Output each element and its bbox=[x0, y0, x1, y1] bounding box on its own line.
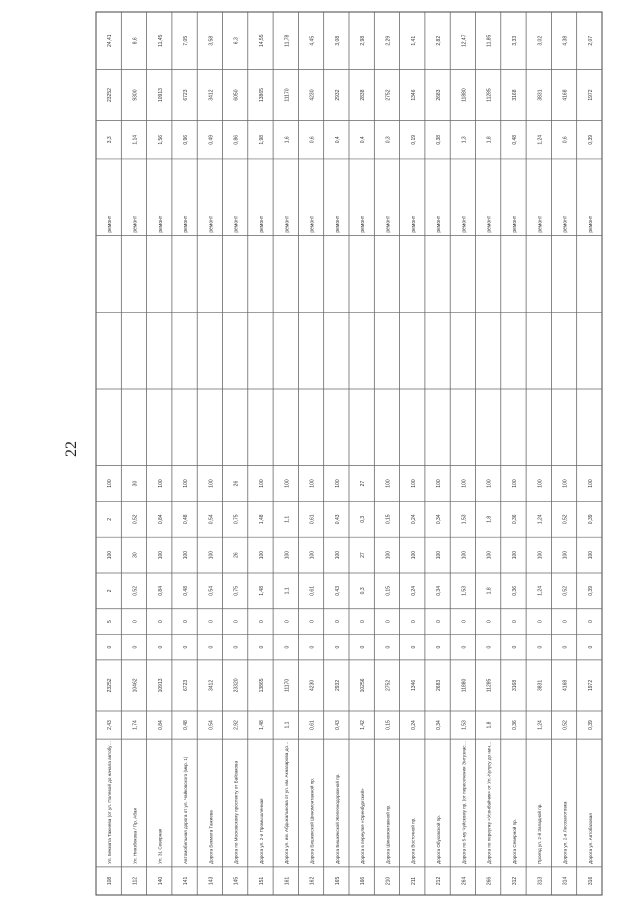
cell-c1: 0 bbox=[284, 645, 291, 649]
cell-c4: 100 bbox=[284, 550, 291, 560]
cell-tarea: 6723 bbox=[183, 89, 190, 101]
cell-c4: 100 bbox=[157, 550, 164, 560]
cell-n: 316 bbox=[587, 876, 594, 886]
cell-c3: 2 bbox=[107, 589, 114, 593]
cell-c4: 100 bbox=[562, 550, 569, 560]
cell-cost: 12,47 bbox=[461, 34, 468, 48]
cell-work: ремонт bbox=[284, 215, 291, 233]
cell-n: 313 bbox=[537, 876, 544, 886]
cell-name: Дорога Шиномонтажной пр. bbox=[385, 804, 391, 864]
cell-c6: 100 bbox=[284, 479, 291, 488]
cell-c3: 0,36 bbox=[512, 586, 519, 596]
cell-c6: 30 bbox=[132, 480, 139, 487]
cell-c5: 0,43 bbox=[334, 514, 341, 525]
cell-c5: 0,61 bbox=[309, 514, 316, 525]
cell-name: Дорога Северной пр. bbox=[511, 819, 517, 864]
cell-tarea: 9300 bbox=[132, 89, 139, 101]
cell-c1: 0 bbox=[410, 645, 417, 649]
cell-c3: 0,75 bbox=[233, 586, 240, 596]
cell-tarea: 11880 bbox=[461, 88, 468, 102]
cell-c1: 0 bbox=[309, 645, 316, 649]
cell-c4: 100 bbox=[309, 550, 316, 560]
cell-c3: 1,53 bbox=[461, 586, 468, 596]
cell-c4: 100 bbox=[107, 550, 114, 560]
cell-area: 4230 bbox=[309, 679, 316, 691]
cell-work: ремонт bbox=[385, 215, 392, 233]
cell-name: Дорога ул. 2-я Промышленная bbox=[258, 798, 264, 864]
cell-name: Автомобильная дорога от ул. Чайковского (мкр. 1) bbox=[183, 756, 189, 864]
cell-area: 1972 bbox=[587, 679, 594, 691]
cell-c4: 100 bbox=[385, 550, 392, 560]
cell-c1: 0 bbox=[132, 645, 139, 649]
cell-work: ремонт bbox=[461, 215, 468, 233]
cell-cost: 3,58 bbox=[208, 35, 215, 46]
cell-name: Дорога ул. им. Абдыкалыкова от ул. им. Акназарова до… bbox=[284, 741, 290, 864]
cell-c1: 0 bbox=[587, 645, 594, 649]
cell-c5: 0,39 bbox=[587, 514, 594, 525]
cell-n: 212 bbox=[436, 876, 443, 886]
cell-tarea: 11170 bbox=[284, 88, 291, 102]
cell-c2: 0 bbox=[309, 620, 316, 623]
cell-n: 161 bbox=[284, 876, 291, 886]
cell-c1: 0 bbox=[259, 645, 266, 649]
cell-c6: 100 bbox=[537, 479, 544, 488]
cell-area: 13865 bbox=[259, 678, 266, 693]
cell-work: ремонт bbox=[309, 215, 316, 233]
cell-c4: 100 bbox=[512, 550, 519, 560]
cell-tlen: 1,8 bbox=[486, 136, 493, 144]
cell-cost: 14,55 bbox=[259, 34, 266, 48]
cell-c3: 0,15 bbox=[385, 586, 392, 596]
cell-n: 151 bbox=[259, 876, 266, 886]
cell-cost: 3,33 bbox=[512, 35, 519, 46]
cell-c2: 0 bbox=[183, 620, 190, 623]
cell-c6: 100 bbox=[183, 479, 190, 488]
cell-c3: 0,84 bbox=[157, 586, 164, 596]
cell-c2: 0 bbox=[562, 620, 569, 623]
cell-c3: 0,52 bbox=[562, 586, 569, 596]
cell-tarea: 6050 bbox=[233, 89, 240, 101]
cell-c6: 100 bbox=[410, 479, 417, 488]
cell-cost: 4,45 bbox=[309, 35, 316, 46]
cell-c4: 100 bbox=[410, 550, 417, 560]
cell-work: ремонт bbox=[334, 215, 341, 233]
cell-c4: 30 bbox=[132, 552, 139, 558]
cell-tlen: 0,19 bbox=[410, 134, 417, 145]
cell-area: 11170 bbox=[284, 678, 291, 693]
cell-work: ремонт bbox=[360, 215, 367, 233]
cell-area: 11285 bbox=[486, 678, 493, 693]
cell-tlen: 0,86 bbox=[233, 134, 240, 145]
cell-c4: 100 bbox=[436, 550, 443, 560]
cell-name: Дорога Бишкекской Железнодорожной пр. bbox=[334, 773, 340, 864]
cell-work: ремонт bbox=[259, 215, 266, 233]
cell-n: 165 bbox=[334, 876, 341, 886]
cell-len: 1,42 bbox=[360, 720, 367, 730]
cell-c1: 0 bbox=[107, 645, 114, 649]
cell-cost: 2,29 bbox=[385, 35, 392, 46]
cell-c5: 2 bbox=[107, 517, 114, 521]
cell-area: 2752 bbox=[385, 679, 392, 691]
cell-c4: 100 bbox=[259, 550, 266, 560]
cell-area: 11880 bbox=[461, 678, 468, 693]
page-number: 22 bbox=[63, 441, 80, 457]
cell-tarea: 3168 bbox=[512, 89, 519, 101]
cell-area: 3831 bbox=[537, 679, 544, 691]
cell-tlen: 1,24 bbox=[537, 134, 544, 145]
cell-len: 0,52 bbox=[562, 720, 569, 730]
cell-c5: 0,24 bbox=[410, 514, 417, 525]
cell-cost: 3,02 bbox=[537, 35, 544, 46]
cell-work: ремонт bbox=[132, 215, 139, 233]
cell-work: ремонт bbox=[183, 215, 190, 233]
cell-tarea: 23252 bbox=[107, 88, 114, 103]
table-cells bbox=[106, 34, 594, 885]
cell-c1: 0 bbox=[486, 645, 493, 649]
cell-c1: 0 bbox=[208, 645, 215, 649]
cell-c1: 0 bbox=[334, 645, 341, 649]
cell-name: Ул. Ниязбекова / Пр. Абая bbox=[132, 808, 138, 864]
cell-len: 0,34 bbox=[436, 720, 443, 730]
cell-area: 23252 bbox=[107, 678, 114, 693]
cell-c3: 1,8 bbox=[486, 587, 493, 595]
cell-work: ремонт bbox=[436, 215, 443, 233]
cell-tlen: 1,3 bbox=[461, 136, 468, 144]
cell-work: ремонт bbox=[107, 215, 114, 233]
cell-c6: 100 bbox=[512, 479, 519, 488]
cell-c4: 27 bbox=[360, 552, 367, 558]
cell-c2: 0 bbox=[284, 620, 291, 623]
cell-name: Дорога по Московскому проспекту от Байзакова bbox=[233, 760, 239, 864]
cell-c2: 0 bbox=[461, 620, 468, 623]
cell-name: Дорога ул. 2-я Лесозаготовка bbox=[562, 801, 568, 864]
cell-c5: 1,48 bbox=[259, 514, 266, 525]
cell-c5: 0,3 bbox=[360, 515, 367, 523]
cell-c3: 0,61 bbox=[309, 586, 316, 596]
cell-c4: 100 bbox=[461, 550, 468, 560]
cell-cost: 11,45 bbox=[157, 34, 164, 47]
cell-c6: 27 bbox=[360, 480, 367, 487]
cell-c3: 0,48 bbox=[183, 586, 190, 596]
cell-n: 141 bbox=[183, 876, 190, 886]
cell-area: 2932 bbox=[334, 679, 341, 691]
cell-c5: 0,15 bbox=[385, 514, 392, 525]
cell-len: 0,36 bbox=[512, 720, 519, 730]
cell-c4: 100 bbox=[587, 550, 594, 560]
cell-area: 3412 bbox=[208, 679, 215, 691]
cell-c4: 100 bbox=[334, 550, 341, 560]
cell-len: 0,54 bbox=[208, 720, 215, 730]
cell-len: 0,48 bbox=[183, 720, 190, 730]
cell-c2: 0 bbox=[486, 620, 493, 623]
cell-c5: 0,48 bbox=[183, 514, 190, 525]
cell-len: 1,74 bbox=[132, 720, 139, 730]
cell-n: 264 bbox=[461, 876, 468, 886]
cell-name: Дорога по 5-му Чуйскому пр. (от пересечения Энтузиас… bbox=[461, 740, 467, 864]
cell-tlen: 0,6 bbox=[562, 136, 569, 144]
cell-tarea: 3831 bbox=[537, 89, 544, 101]
cell-c6: 100 bbox=[259, 479, 266, 488]
cell-c2: 0 bbox=[132, 620, 139, 623]
cell-tlen: 0,48 bbox=[512, 134, 519, 145]
cell-n: 266 bbox=[486, 876, 493, 886]
cell-cost: 3,08 bbox=[334, 35, 341, 46]
cell-len: 0,61 bbox=[309, 720, 316, 730]
cell-c6: 100 bbox=[461, 479, 468, 488]
cell-area: 2683 bbox=[436, 679, 443, 691]
cell-c3: 0,39 bbox=[587, 586, 594, 596]
cell-len: 2,43 bbox=[107, 720, 114, 730]
cell-name: Ул. 31 Северная bbox=[157, 828, 163, 864]
cell-tarea: 1972 bbox=[587, 89, 594, 101]
cell-len: 1,53 bbox=[461, 720, 468, 730]
cell-tlen: 0,4 bbox=[360, 136, 367, 144]
cell-n: 112 bbox=[132, 876, 139, 885]
cell-area: 23320 bbox=[233, 678, 240, 693]
cell-c1: 0 bbox=[385, 645, 392, 649]
cell-tlen: 0,6 bbox=[309, 136, 316, 144]
cell-tarea: 4230 bbox=[309, 89, 316, 101]
cell-c1: 0 bbox=[537, 645, 544, 649]
cell-c5: 0,34 bbox=[436, 514, 443, 525]
cell-c1: 0 bbox=[436, 645, 443, 649]
cell-len: 0,39 bbox=[587, 720, 594, 730]
cell-tlen: 1,98 bbox=[259, 134, 266, 145]
column-lines bbox=[121, 12, 576, 895]
cell-c5: 0,54 bbox=[208, 514, 215, 525]
cell-work: ремонт bbox=[233, 215, 240, 233]
cell-work: ремонт bbox=[410, 215, 417, 233]
cell-c1: 0 bbox=[512, 645, 519, 649]
cell-cost: 2,98 bbox=[360, 35, 367, 46]
cell-c2: 0 bbox=[410, 620, 417, 623]
cell-tarea: 11285 bbox=[486, 88, 493, 102]
cell-name: Дорога в переулке «Оренбургский» bbox=[360, 788, 366, 864]
cell-len: 0,15 bbox=[385, 720, 392, 730]
cell-c3: 0,43 bbox=[334, 586, 341, 596]
cell-c5: 0,84 bbox=[157, 514, 164, 525]
cell-n: 166 bbox=[360, 876, 367, 886]
cell-c5: 0,52 bbox=[132, 514, 139, 525]
cell-c1: 0 bbox=[461, 645, 468, 649]
cell-c1: 0 bbox=[360, 645, 367, 649]
cell-c6: 100 bbox=[587, 479, 594, 488]
cell-c3: 1,1 bbox=[284, 587, 291, 595]
cell-c2: 0 bbox=[233, 620, 240, 623]
cell-area: 1346 bbox=[410, 679, 417, 691]
cell-cost: 6,3 bbox=[233, 37, 240, 45]
cell-tlen: 0,39 bbox=[587, 134, 594, 145]
cell-c4: 100 bbox=[486, 550, 493, 560]
cell-c4: 100 bbox=[537, 550, 544, 560]
cell-n: 314 bbox=[562, 876, 569, 886]
cell-name: Проезд ул. 2-й Западной пр. bbox=[537, 803, 543, 864]
cell-tarea: 2932 bbox=[334, 89, 341, 101]
cell-tlen: 3,3 bbox=[107, 136, 114, 144]
cell-c3: 0,3 bbox=[360, 587, 367, 595]
cell-c5: 0,36 bbox=[512, 514, 519, 525]
cell-c3: 0,24 bbox=[410, 586, 417, 596]
cell-name: Дорога Восточной пр. bbox=[410, 817, 416, 864]
cell-tarea: 2683 bbox=[436, 89, 443, 101]
cell-n: 312 bbox=[512, 876, 519, 886]
cell-name: Ул. Бекмата Тажиева (от ул. Полевой до начала автобу… bbox=[107, 740, 113, 864]
cell-c3: 1,24 bbox=[537, 586, 544, 596]
cell-work: ремонт bbox=[512, 215, 519, 233]
cell-c2: 0 bbox=[259, 620, 266, 623]
cell-cost: 4,38 bbox=[562, 35, 569, 46]
cell-cost: 7,05 bbox=[183, 35, 190, 46]
cell-name: Дорога Бекмата Тажиева bbox=[208, 810, 214, 864]
cell-c6: 100 bbox=[385, 479, 392, 488]
cell-work: ремонт bbox=[157, 215, 164, 233]
cell-n: 140 bbox=[157, 876, 164, 886]
cell-cost: 11,85 bbox=[486, 34, 493, 47]
cell-tlen: 1,6 bbox=[284, 136, 291, 144]
cell-area: 10462 bbox=[132, 678, 139, 693]
cell-c6: 100 bbox=[157, 479, 164, 488]
cell-c6: 100 bbox=[208, 479, 215, 488]
cell-c2: 0 bbox=[512, 620, 519, 623]
cell-tlen: 0,3 bbox=[385, 136, 392, 144]
cell-tlen: 1,56 bbox=[157, 134, 164, 145]
cell-n: 211 bbox=[410, 876, 417, 885]
cell-c2: 0 bbox=[587, 620, 594, 623]
cell-c4: 100 bbox=[183, 550, 190, 560]
cell-tlen: 0,49 bbox=[208, 134, 215, 145]
cell-cost: 2,07 bbox=[587, 35, 594, 46]
cell-c5: 0,75 bbox=[233, 514, 240, 525]
cell-c5: 1,24 bbox=[537, 514, 544, 525]
cell-c1: 0 bbox=[233, 645, 240, 649]
cell-c5: 1,53 bbox=[461, 514, 468, 525]
cell-cost: 24,41 bbox=[107, 34, 114, 48]
cell-n: 162 bbox=[309, 876, 316, 886]
cell-work: ремонт bbox=[562, 215, 569, 233]
cell-c2: 0 bbox=[334, 620, 341, 623]
cell-n: 210 bbox=[385, 876, 392, 886]
cell-cost: 11,78 bbox=[284, 34, 291, 47]
cell-len: 0,24 bbox=[410, 720, 417, 730]
cell-tarea: 2838 bbox=[360, 89, 367, 101]
cell-work: ремонт bbox=[486, 215, 493, 233]
cell-c2: 0 bbox=[208, 620, 215, 623]
cell-len: 2,92 bbox=[233, 720, 240, 730]
cell-c5: 1,1 bbox=[284, 515, 291, 523]
cell-tlen: 1,14 bbox=[132, 134, 139, 145]
cell-c6: 100 bbox=[107, 479, 114, 488]
cell-tarea: 10913 bbox=[157, 88, 164, 103]
cell-tarea: 3412 bbox=[208, 89, 215, 101]
cell-area: 4168 bbox=[562, 679, 569, 691]
cell-c2: 5 bbox=[107, 620, 114, 623]
cell-area: 10256 bbox=[360, 678, 367, 693]
cell-c6: 100 bbox=[309, 479, 316, 488]
cell-c6: 100 bbox=[436, 479, 443, 488]
cell-name: Дорога Бишкекской Шиномонтажной пр. bbox=[309, 777, 315, 864]
cell-c6: 26 bbox=[233, 480, 240, 487]
cell-c4: 100 bbox=[208, 550, 215, 560]
cell-c3: 1,48 bbox=[259, 586, 266, 596]
cell-tlen: 0,38 bbox=[436, 134, 443, 145]
cell-c5: 1,8 bbox=[486, 515, 493, 523]
cell-area: 10913 bbox=[157, 678, 164, 693]
cell-c1: 0 bbox=[183, 645, 190, 649]
cell-tarea: 4168 bbox=[562, 89, 569, 101]
cell-len: 1,1 bbox=[284, 721, 291, 729]
cell-cost: 1,41 bbox=[410, 35, 417, 46]
cell-name: Дорога по переулку «Усенбайчик» от Ул.-Кулусу до нач… bbox=[486, 741, 492, 864]
cell-c2: 0 bbox=[537, 620, 544, 623]
cell-c5: 0,52 bbox=[562, 514, 569, 525]
cell-len: 1,48 bbox=[259, 720, 266, 730]
cell-c2: 0 bbox=[385, 620, 392, 623]
cell-area: 6723 bbox=[183, 679, 190, 691]
cell-len: 0,43 bbox=[334, 720, 341, 730]
cell-len: 1,8 bbox=[486, 721, 493, 729]
cell-cost: 8,6 bbox=[132, 37, 139, 45]
cell-name: Дорога ул. Автобазовая bbox=[587, 813, 593, 864]
cell-c6: 100 bbox=[486, 479, 493, 488]
cell-tarea: 1346 bbox=[410, 89, 417, 101]
cell-n: 145 bbox=[233, 876, 240, 886]
cell-c2: 0 bbox=[360, 620, 367, 623]
cell-c2: 0 bbox=[157, 620, 164, 623]
cell-c4: 26 bbox=[233, 552, 240, 558]
cell-c3: 0,52 bbox=[132, 586, 139, 596]
cell-tlen: 0,4 bbox=[334, 136, 341, 144]
cell-c1: 0 bbox=[157, 645, 164, 649]
cell-work: ремонт bbox=[208, 215, 215, 233]
cell-len: 0,84 bbox=[157, 720, 164, 730]
cell-work: ремонт bbox=[537, 215, 544, 233]
cell-len: 1,24 bbox=[537, 720, 544, 730]
cell-tlen: 0,96 bbox=[183, 134, 190, 145]
cell-area: 3168 bbox=[512, 679, 519, 691]
cell-c3: 0,34 bbox=[436, 586, 443, 596]
cell-cost: 2,82 bbox=[436, 35, 443, 46]
cell-tarea: 13865 bbox=[259, 88, 266, 103]
cell-n: 143 bbox=[208, 876, 215, 886]
cell-c6: 100 bbox=[334, 479, 341, 488]
cell-work: ремонт bbox=[587, 215, 594, 233]
cell-n: 108 bbox=[107, 876, 114, 886]
cell-c6: 100 bbox=[562, 479, 569, 488]
cell-c1: 0 bbox=[562, 645, 569, 649]
cell-name: Дорога Обуховской пр. bbox=[436, 814, 442, 864]
cell-c3: 0,54 bbox=[208, 586, 215, 596]
cell-c2: 0 bbox=[436, 620, 443, 623]
cell-tarea: 2752 bbox=[385, 89, 392, 101]
